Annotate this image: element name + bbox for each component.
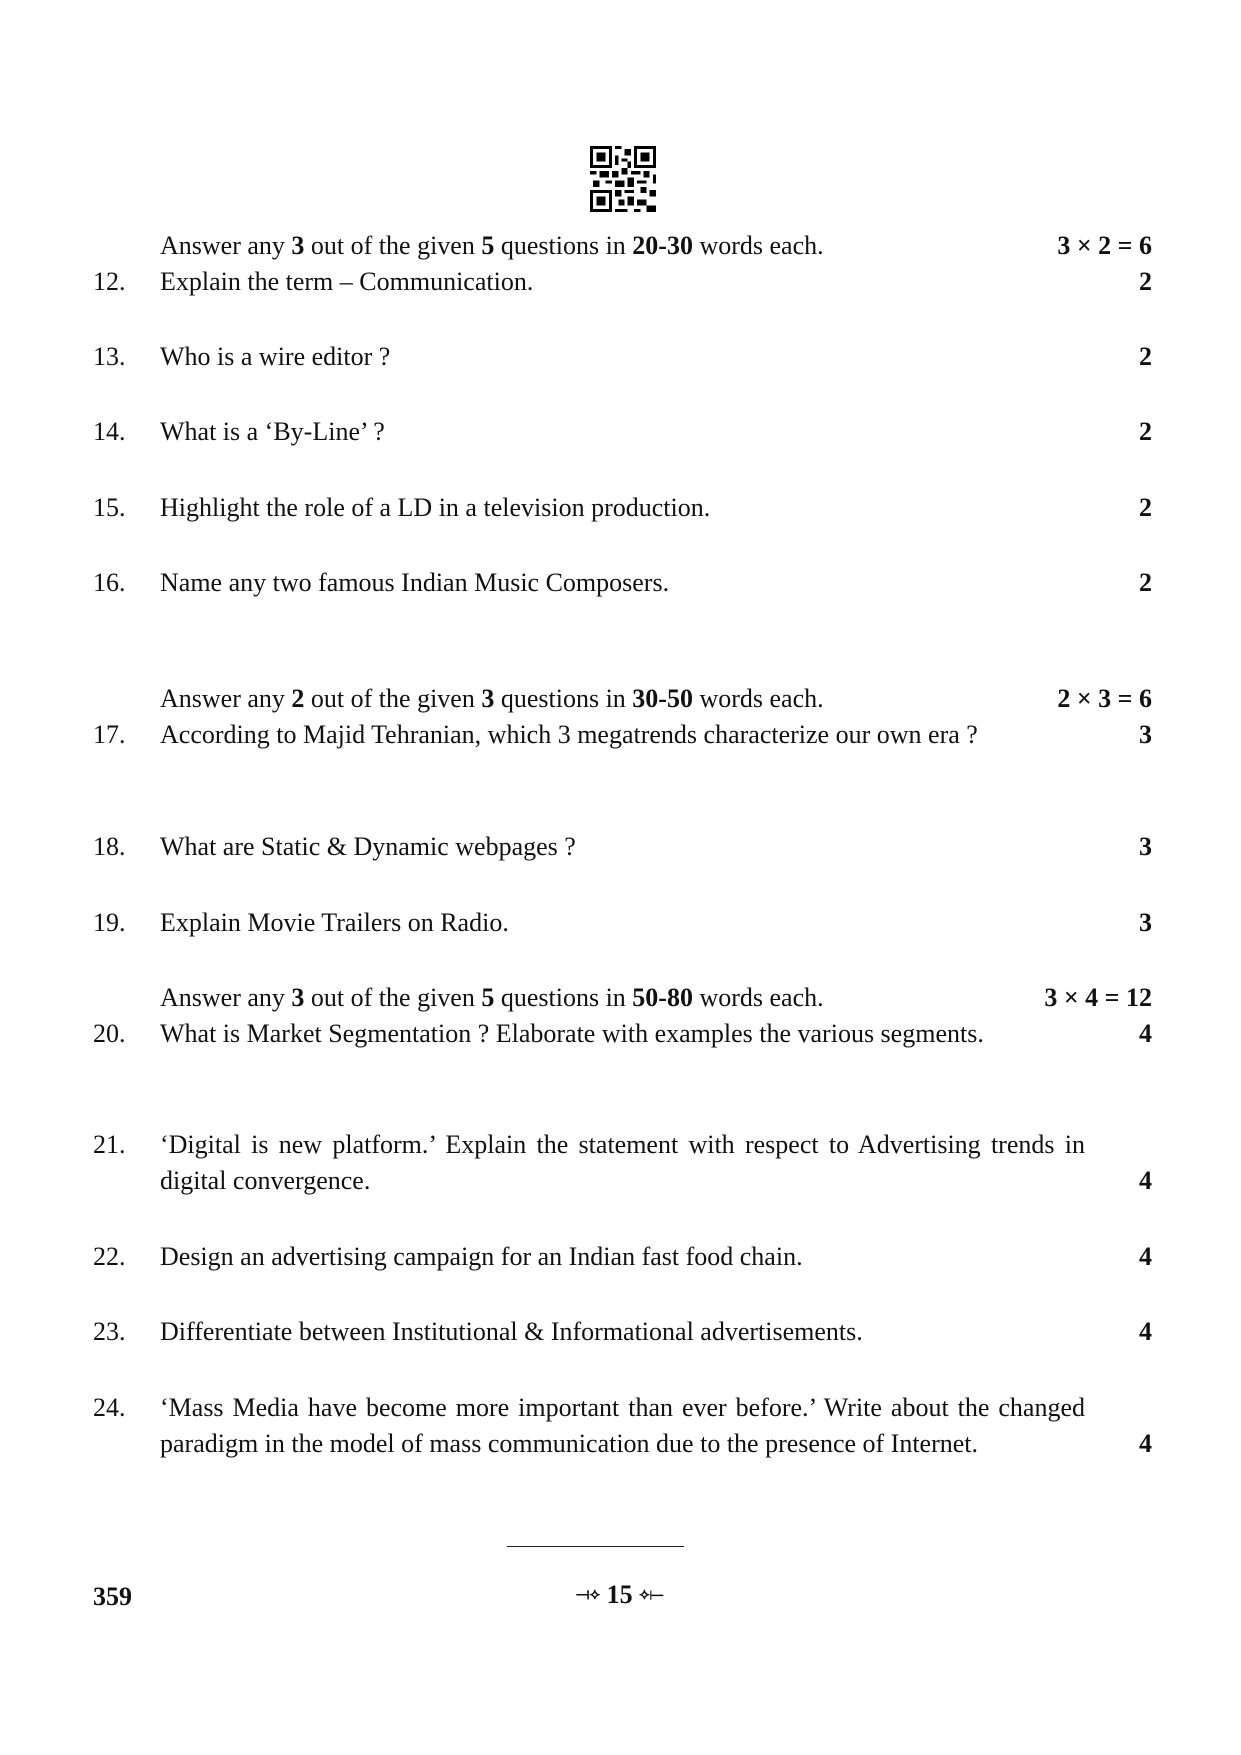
question-marks: 3 [1139, 720, 1152, 749]
question-item [93, 339, 1152, 375]
question-number: 16. [93, 568, 126, 597]
question-number: 22. [93, 1242, 126, 1271]
question-number: 14. [93, 417, 126, 446]
question-text: Explain Movie Trailers on Radio. [160, 908, 509, 937]
question-item [93, 1239, 1152, 1275]
question-number: 15. [93, 493, 126, 522]
question-text: Explain the term – Communication. [160, 267, 534, 296]
question-text: What are Static & Dynamic webpages ? [160, 832, 576, 861]
question-marks: 2 [1139, 417, 1152, 446]
question-item [93, 1314, 1152, 1350]
question-text: Highlight the role of a LD in a television production. [160, 493, 711, 522]
question-number: 21. [93, 1130, 126, 1159]
question-marks: 4 [1139, 1429, 1152, 1458]
paper-code: 359 [93, 1582, 132, 1611]
ornament-left-icon: ⟞⟡ [576, 1586, 601, 1603]
question-item [93, 905, 1152, 941]
question-text: Who is a wire editor ? [160, 342, 391, 371]
question-marks: 2 [1139, 342, 1152, 371]
question-item [93, 565, 1152, 601]
section-total-marks: 2 × 3 = 6 [1057, 684, 1152, 713]
question-marks: 4 [1139, 1166, 1152, 1195]
question-item [93, 264, 1152, 300]
ornament-right-icon: ⟡⟝ [639, 1586, 664, 1603]
section-total-marks: 3 × 2 = 6 [1057, 231, 1152, 260]
question-number: 24. [93, 1393, 126, 1422]
question-marks: 4 [1139, 1019, 1152, 1048]
question-item [93, 1390, 1152, 1462]
question-item [93, 490, 1152, 526]
question-marks: 3 [1139, 908, 1152, 937]
question-marks: 3 [1139, 832, 1152, 861]
question-number: 20. [93, 1019, 126, 1048]
question-item [93, 829, 1152, 865]
question-number: 13. [93, 342, 126, 371]
section-instruction: Answer any 3 out of the given 5 questions in 20-30 words each. 3 × 2 = 6 [160, 228, 1152, 264]
section-instruction: Answer any 3 out of the given 5 questions in 50-80 words each. 3 × 4 = 12 [160, 980, 1152, 1016]
page-number: ⟞⟡ 15 ⟡⟝ [576, 1580, 664, 1609]
question-text: ‘Mass Media have become more important than ever before.’ Write about the changed paradigm in the model of mass communication due to the presence of Internet. [160, 1393, 1085, 1458]
question-text: Name any two famous Indian Music Composers. [160, 568, 670, 597]
question-marks: 2 [1139, 493, 1152, 522]
question-number: 23. [93, 1317, 126, 1346]
question-text: What is Market Segmentation ? Elaborate with examples the various segments. [160, 1019, 984, 1048]
question-item [93, 1016, 1152, 1052]
question-text: ‘Digital is new platform.’ Explain the statement with respect to Advertising trends in digital convergence. [160, 1130, 1085, 1195]
question-item [93, 1127, 1152, 1199]
question-item [93, 414, 1152, 450]
question-marks: 4 [1139, 1317, 1152, 1346]
question-number: 19. [93, 908, 126, 937]
section-total-marks: 3 × 4 = 12 [1044, 983, 1152, 1012]
question-text: Differentiate between Institutional & Informational advertisements. [160, 1317, 863, 1346]
question-text: What is a ‘By-Line’ ? [160, 417, 385, 446]
section-instruction: Answer any 2 out of the given 3 questions in 30-50 words each. 2 × 3 = 6 [160, 681, 1152, 717]
question-item [93, 717, 1152, 753]
end-divider [507, 1546, 684, 1547]
question-text: According to Majid Tehranian, which 3 megatrends characterize our own era ? [160, 720, 978, 749]
question-number: 17. [93, 720, 126, 749]
question-number: 18. [93, 832, 126, 861]
qr-code-icon [590, 146, 656, 212]
question-text: Design an advertising campaign for an Indian fast food chain. [160, 1242, 803, 1271]
question-number: 12. [93, 267, 126, 296]
question-marks: 2 [1139, 568, 1152, 597]
question-marks: 2 [1139, 267, 1152, 296]
question-marks: 4 [1139, 1242, 1152, 1271]
